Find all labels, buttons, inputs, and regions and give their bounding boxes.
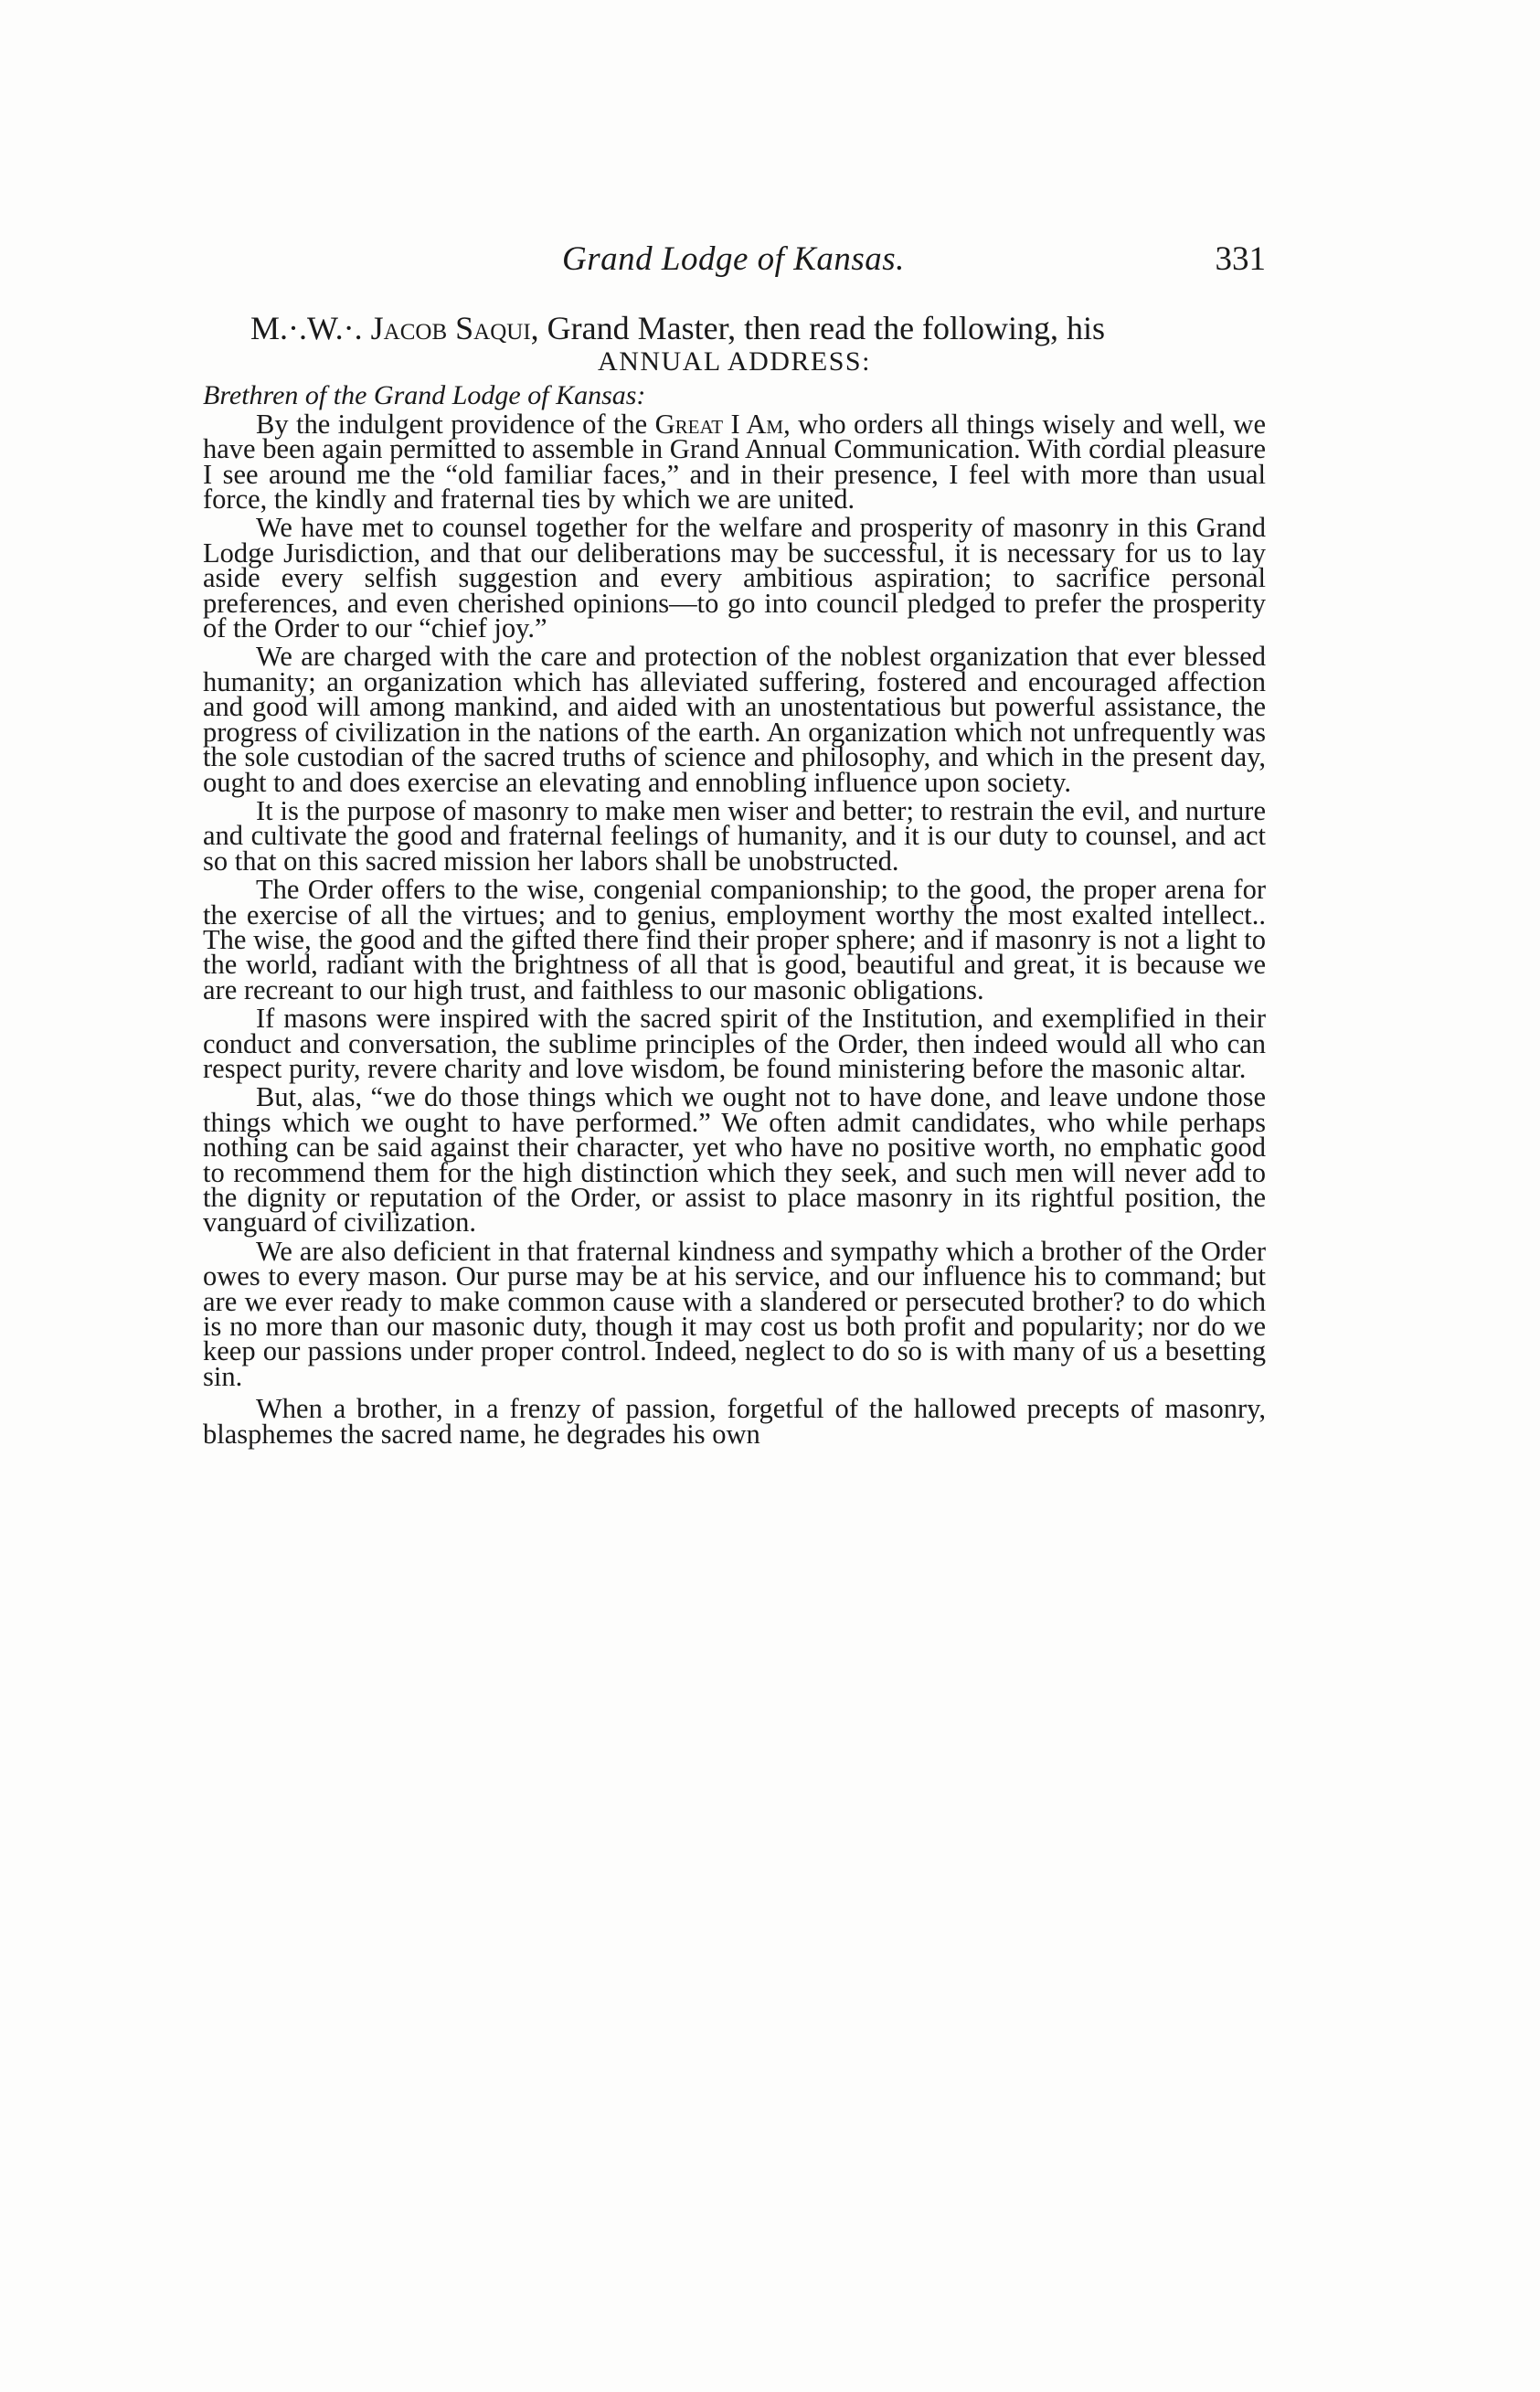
grand-master-name: Jacob Saqui bbox=[370, 310, 531, 346]
paragraph-2: We have met to counsel together for the welfare and prosperity of masonry in this Grand Lodge Jurisdiction, and that our deliberations may be successful, it is necessary for us to lay aside every selfish suggestion and every ambitious aspiration; to sacrifice personal preferences, and even cherished opinions—to go into council pledged to prefer the prosperity of the Order to our “chief joy.” bbox=[203, 512, 1266, 644]
section-heading: ANNUAL ADDRESS: bbox=[598, 346, 871, 377]
paragraph-6: If masons were inspired with the sacred spirit of the Institution, and exemplified in their conduct and conversation, the sublime principles of the Order, then indeed would all who can respect purity, revere charity and love wisdom, be found ministering before the masonic altar. bbox=[203, 1003, 1266, 1084]
paragraph-9: When a brother, in a frenzy of passion, forgetful of the hallowed precepts of masonry, blasphemes the sacred name, he degrades his own bbox=[203, 1393, 1266, 1450]
document-body bbox=[203, 310, 1266, 1450]
paragraph-3: We are charged with the care and protection of the noblest organization that ever blessed humanity; an organization which has alleviated suffering, fostered and encouraged affection and good will among mankind, and aided with an unostentatious but powerful assistance, the progress of civilization in the nations of the earth. An organization which not unfrequently was the sole custodian of the sacred truths of science and philosophy, and which in the present day, ought to and does exercise an elevating and ennobling influence upon society. bbox=[203, 641, 1266, 798]
salutation: Brethren of the Grand Lodge of Kansas: bbox=[203, 380, 646, 411]
great-i-am: Great I Am bbox=[654, 408, 784, 440]
paragraph-8: We are also deficient in that fraternal kindness and sympathy which a brother of the Order owes to every mason. Our purse may be at his service, and our influence his to command; but are we ever ready to make common cause with a slandered or persecuted brother? to do which is no more than our masonic duty, though it may cost us both profit and popularity; nor do we keep our passions under proper control. Indeed, neglect to do so is with many of us a besetting sin. bbox=[203, 1235, 1266, 1392]
paragraph-7: But, alas, “we do those things which we ought not to have done, and leave undone those things which we ought to have performed.” We often admit candidates, who while perhaps nothing can be said against their character, yet who have no positive worth, no emphatic good to recommend them for the high distinction which they seek, and such men will never add to the dignity or reputation of the Order, or assist to place masonry in its rightful position, the vanguard of civilization. bbox=[203, 1081, 1266, 1239]
paragraph-1-end: , who orders all things wisely and well, we have been again permitted to assemble in Grand Annual Communication. With cordial pleasure I see around me the “old familiar faces,” and in their presence, I feel with more than usual force, the kindly and fraternal ties by which we are united. bbox=[203, 408, 1266, 516]
opening-line bbox=[203, 311, 1266, 346]
paragraph-1 bbox=[203, 408, 1266, 516]
opening-text: , Grand Master, then read the following, his bbox=[530, 310, 1106, 346]
paragraph-4: It is the purpose of masonry to make men wiser and better; to restrain the evil, and nurture and cultivate the good and fraternal feelings of humanity, and it is our duty to counsel, and act so that on this sacred mission her labors shall be unobstructed. bbox=[203, 794, 1266, 877]
paragraph-1-start: By the indulgent providence of the bbox=[256, 408, 655, 440]
running-title: Grand Lodge of Kansas. bbox=[562, 240, 905, 278]
running-header bbox=[201, 239, 1266, 285]
paragraph-5: The Order offers to the wise, congenial companionship; to the good, the proper arena for the exercise of all the virtues; and to genius, employment worthy the most exalted intellect.. The wise, the good and the gifted there find their proper sphere; and if masonry is not a light to the world, radiant with the brightness of all that is good, beautiful and great, it is because we are recreant to our high trust, and faithless to our masonic obligations. bbox=[203, 874, 1266, 1005]
page-number: 331 bbox=[1215, 240, 1266, 278]
opening-title: M.·.W.·. bbox=[250, 310, 371, 346]
